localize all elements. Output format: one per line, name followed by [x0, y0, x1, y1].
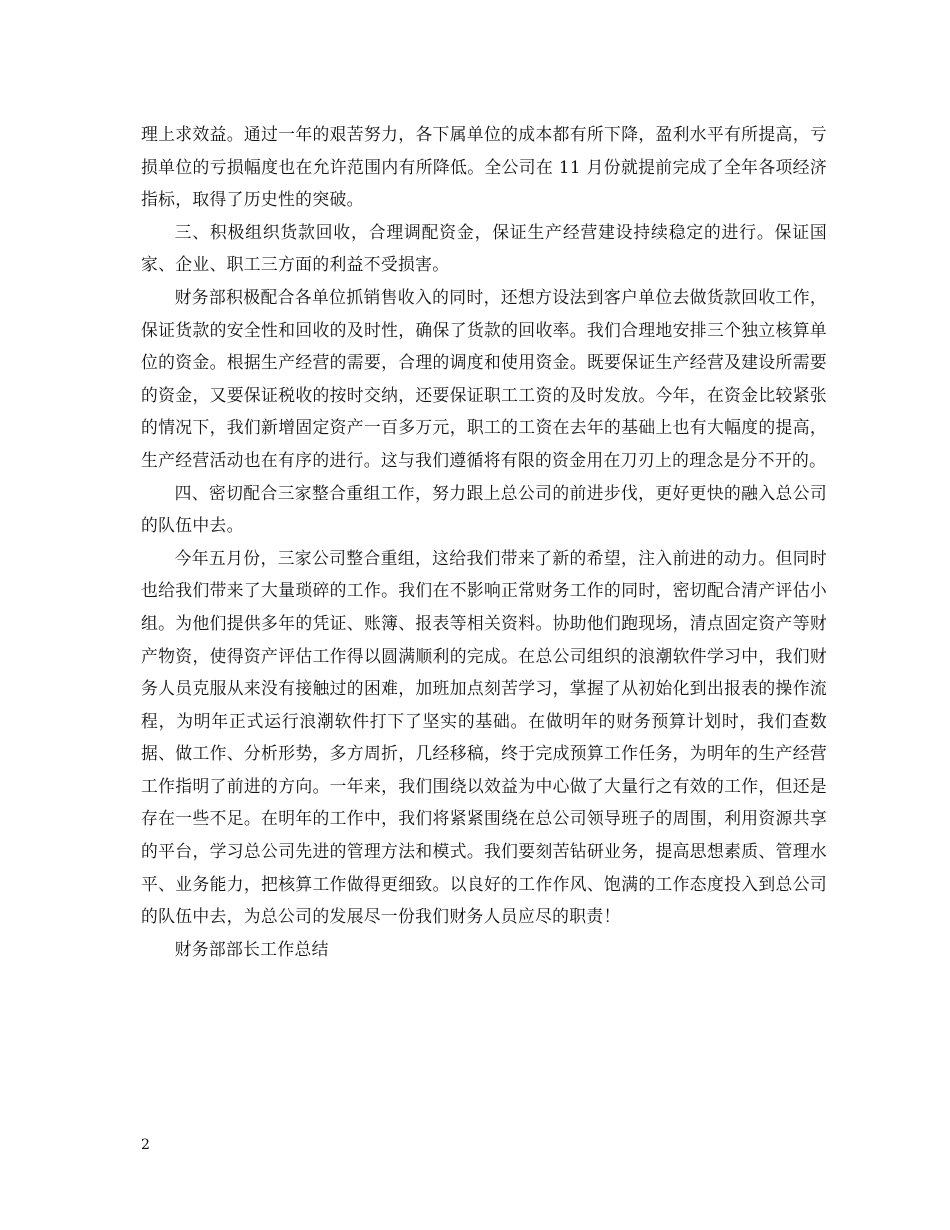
- paragraph-closing-title: 财务部部长工作总结: [174, 938, 329, 959]
- paragraph-restructuring: 今年五月份，三家公司整合重组，这给我们带来了新的希望，注入前进的动力。但同时也给我们带来了大量琐碎的工作。我们在不影响正常财务工作的同时，密切配合清产评估小组。为他们提供多年的凭证、账簿、报表等相关资料。协助他们跑现场，清点固定资产等财产物资，使得资产评估工作得以圆满顺利的完成。在总公司组织的浪潮软件学习中，我们财务人员克服从来没有接触过的困难，加班加点刻苦学习，掌握了从初始化到出报表的操作流程，为明年正式运行浪潮软件打下了坚实的基础。在做明年的财务预算计划时，我们查数据、做工作、分析形势，多方周折，几经移稿，终于完成预算工作任务，为明年的生产经营工作指明了前进的方向。一年来，我们围绕以效益为中心做了大量行之有效的工作，但还是存在一些不足。在明年的工作中，我们将紧紧围绕在总公司领导班子的周围，利用资源共享的平台，学习总公司先进的管理方法和模式。我们要刻苦钻研业务，提高思想素质、管理水平、业务能力，把核算工作做得更细致。以良好的工作作风、饱满的工作态度投入到总公司的队伍中去，为总公司的发展尽一份我们财务人员应尽的职责！: [141, 547, 827, 927]
- page-number: 2: [141, 1137, 150, 1153]
- paragraph-fund-management: 财务部积极配合各单位抓销售收入的同时，还想方设法到客户单位去做货款回收工作，保证货款的安全性和回收的及时性，确保了货款的回收率。我们合理地安排三个独立核算单位的资金。根据生产经营的需要，合理的调度和使用资金。既要保证生产经营及建设所需要的资金，又要保证税收的按时交纳，还要保证职工工资的及时发放。今年，在资金比较紧张的情况下，我们新增固定资产一百多万元，职工的工资在去年的基础上也有大幅度的提高，生产经营活动也在有序的进行。这与我们遵循将有限的资金用在刀刃上的理念是分不开的。: [141, 286, 827, 470]
- paragraph-continued: 理上求效益。通过一年的艰苦努力，各下属单位的成本都有所下降，盈利水平有所提高，亏损单位的亏损幅度也在允许范围内有所降低。全公司在 11 月份就提前完成了全年各项经济指标，取得了历史性的突破。: [141, 124, 827, 210]
- paragraph-section-four-heading: 四、密切配合三家整合重组工作，努力跟上总公司的前进步伐，更好更快的融入总公司的队伍中去。: [141, 482, 827, 536]
- paragraph-section-three-heading: 三、积极组织货款回收，合理调配资金，保证生产经营建设持续稳定的进行。保证国家、企业、职工三方面的利益不受损害。: [141, 221, 827, 275]
- document-body: [141, 118, 827, 965]
